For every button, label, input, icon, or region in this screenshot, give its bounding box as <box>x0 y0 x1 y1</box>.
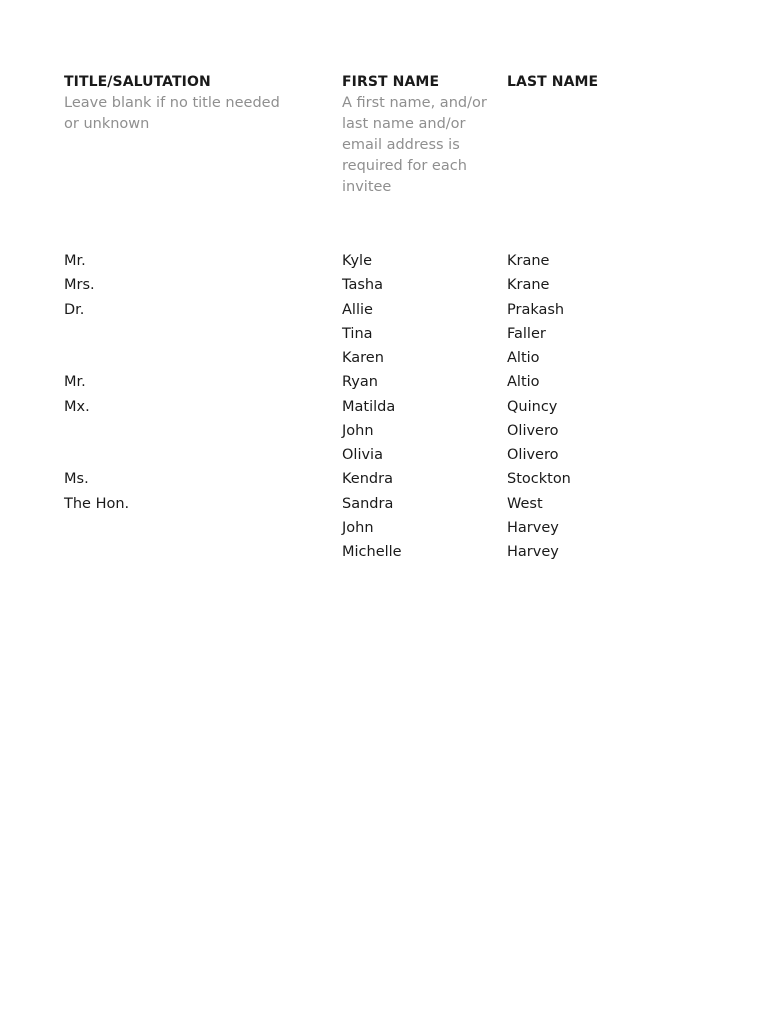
title-column-hint: Leave blank if no title needed or unknown <box>64 95 280 132</box>
table-row <box>0 347 768 371</box>
last-name-cell[interactable]: Prakash <box>507 301 565 318</box>
table-row <box>0 468 768 492</box>
first-name-cell[interactable]: Karen <box>342 350 384 366</box>
first-name-cell[interactable]: Matilda <box>342 398 396 415</box>
title-cell[interactable]: Mrs. <box>64 277 95 294</box>
table-row <box>0 323 768 347</box>
first-name-cell[interactable]: John <box>342 422 374 439</box>
last-name-cell[interactable]: Krane <box>507 253 550 269</box>
table-row <box>0 517 768 541</box>
last-name-cell[interactable]: Harvey <box>507 544 559 560</box>
last-name-cell[interactable]: Altio <box>507 374 540 391</box>
last-name-cell[interactable]: Harvey <box>507 519 559 536</box>
title-cell[interactable]: Mx. <box>64 398 90 415</box>
first-name-cell[interactable]: Kendra <box>342 471 393 488</box>
title-cell[interactable]: Ms. <box>64 471 89 488</box>
first-name-cell[interactable]: Kyle <box>342 253 372 269</box>
last-name-cell[interactable]: Krane <box>507 277 550 294</box>
last-name-cell[interactable]: Altio <box>507 350 540 366</box>
last-name-column-header: LAST NAME <box>507 74 599 90</box>
table-row <box>0 541 768 565</box>
table-row <box>0 420 768 444</box>
last-name-cell[interactable]: Faller <box>507 325 546 342</box>
first-name-cell[interactable]: Allie <box>342 301 373 318</box>
table-row <box>0 274 768 298</box>
title-cell[interactable]: Mr. <box>64 253 86 269</box>
table-row <box>0 396 768 420</box>
title-column-header: TITLE/SALUTATION <box>64 74 211 90</box>
table-row <box>0 444 768 468</box>
first-name-cell[interactable]: Tasha <box>342 277 383 294</box>
table-row <box>0 493 768 517</box>
last-name-cell[interactable]: West <box>507 495 543 512</box>
first-name-cell[interactable]: Sandra <box>342 495 394 512</box>
last-name-cell[interactable]: Olivero <box>507 422 559 439</box>
first-name-column-header: FIRST NAME <box>342 74 440 90</box>
title-cell[interactable]: The Hon. <box>64 495 130 512</box>
last-name-cell[interactable]: Olivero <box>507 447 559 463</box>
title-cell[interactable]: Mr. <box>64 374 86 391</box>
first-name-cell[interactable]: Tina <box>342 325 373 342</box>
last-name-cell[interactable]: Quincy <box>507 398 558 415</box>
invitee-list <box>0 250 768 570</box>
header-row <box>0 72 768 92</box>
first-name-cell[interactable]: John <box>342 519 374 536</box>
table-row <box>0 299 768 323</box>
title-cell[interactable]: Dr. <box>64 301 85 318</box>
last-name-cell[interactable]: Stockton <box>507 471 571 488</box>
first-name-cell[interactable]: Olivia <box>342 447 383 463</box>
first-name-column-hint: A first name, and/or last name and/or email address is required for each invitee <box>342 95 487 195</box>
table-row <box>0 371 768 395</box>
first-name-cell[interactable]: Ryan <box>342 374 378 391</box>
table-row <box>0 250 768 274</box>
first-name-cell[interactable]: Michelle <box>342 544 402 560</box>
